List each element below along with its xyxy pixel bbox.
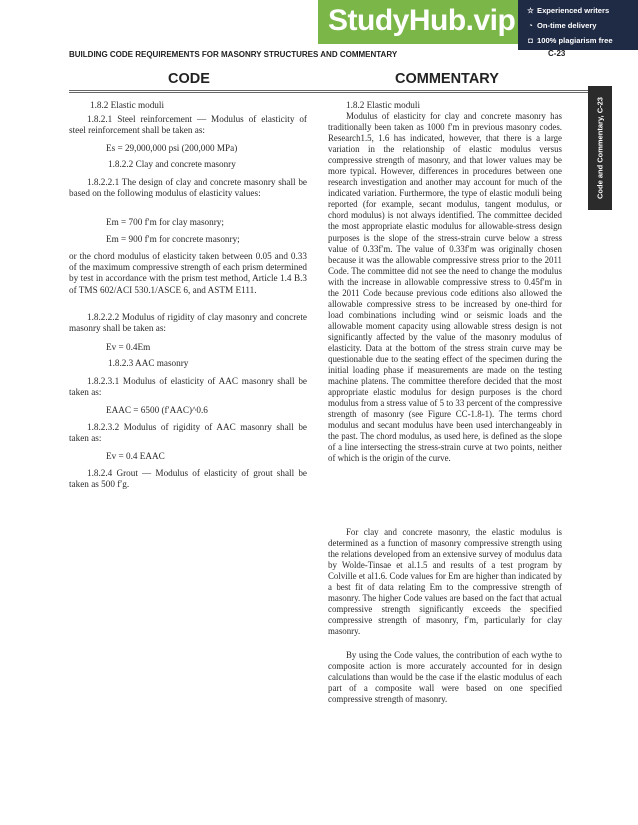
feature-label: Experienced writers xyxy=(537,6,610,15)
code-section-1-8-2: 1.8.2 Elastic moduli xyxy=(90,100,165,110)
code-section-1-8-2-1: 1.8.2.1 Steel reinforcement — Modulus of elasticity of steel reinforcement shall be taken as: xyxy=(69,114,307,136)
equation-em-clay: Em = 700 f′m for clay masonry; xyxy=(106,217,224,227)
side-tab-label: Code and Commentary, C-23 xyxy=(595,97,605,199)
feature-item xyxy=(526,6,609,15)
code-section-1-8-2-3-1: 1.8.2.3.1 Modulus of elasticity of AAC masonry shall be taken as: xyxy=(69,376,307,398)
commentary-heading: COMMENTARY xyxy=(395,71,499,87)
header-rule xyxy=(69,92,588,93)
feature-label: 100% plagiarism free xyxy=(537,36,613,45)
shield-icon: ◘ xyxy=(528,36,533,45)
star-icon: ☆ xyxy=(527,6,534,15)
code-chord-modulus: or the chord modulus of elasticity taken between 0.05 and 0.33 of the maximum compressive strength of each prism determined by test in accordance with the prism test method, Article 1.4 B.3 of TMS 602/ACI 530.1/ASCE 6, and ASTM E111. xyxy=(69,251,307,295)
code-section-1-8-2-2-2: 1.8.2.2.2 Modulus of rigidity of clay masonry and concrete masonry shall be taken as: xyxy=(69,312,307,334)
equation-eaac: EAAC = 6500 (f′AAC)^0.6 xyxy=(106,405,208,415)
code-section-1-8-2-2: 1.8.2.2 Clay and concrete masonry xyxy=(108,159,236,169)
code-section-1-8-2-4: 1.8.2.4 Grout — Modulus of elasticity of grout shall be taken as 500 f′g. xyxy=(69,468,307,490)
equation-es: Es = 29,000,000 psi (200,000 MPa) xyxy=(106,143,238,153)
feature-label: On-time delivery xyxy=(537,21,597,30)
code-heading: CODE xyxy=(168,71,210,87)
brand-logo[interactable]: StudyHub.vip xyxy=(328,4,516,37)
commentary-paragraph-2: For clay and concrete masonry, the elastic modulus is determined as a function of masonry compressive strength using the relations developed from an extensive survey of modulus data by Wolde-Tinsae et al.1.5 and results of a test program by Colville et al1.6. Code values for Em are higher than indicated by a best fit of data relating Em to the compressive strength of masonry. The higher Code values are based on the fact that actual compressive strength significantly exceeds the specified compressive strength of masonry, f′m, particularly for clay masonry. xyxy=(328,527,562,637)
commentary-paragraph-1: Modulus of elasticity for clay and concrete masonry has traditionally been taken as 1000 f′m in previous masonry codes. Research1.5, 1.6 has indicated, however, that there is a large variation in the relationship of elastic modulus versus compressive strength of masonry, and that lower values may be more typical. However, differences in procedures between one research investigation and another may account for much of the indicated variation. Furthermore, the type of elastic moduli being reported (for example, secant modulus, tangent modulus, or chord modulus) is not always identified. The committee decided the most appropriate elastic modulus for allowable-stress design purposes is the slope of the stress-strain curve below a stress value of 0.33f′m. The value of 0.33f′m was originally chosen because it was the allowable compressive stress prior to the 2011 Code. The committee did not see the need to change the modulus with the increase in allowable compressive stress to 0.45f′m in the 2011 Code because previous code editions also allowed the allowable compressive stress to be increased by one-third for load combinations including wind or seismic loads and the allowable moment capacity using allowable stress design is not significantly affected by the value of the masonry modulus of elasticity. Data at the bottom of the stress strain curve may be questionable due to the seating effect of the specimen during the initial loading phase if measurements are made on the testing machine platens. The committee therefore decided that the most appropriate elastic modulus for design purposes is the chord modulus from a stress value of 5 to 33 percent of the compressive strength of masonry (see Figure CC-1.8-1). The terms chord modulus and secant modulus have been used interchangeably in the past. The chord modulus, as used here, is defined as the slope of a line intersecting the stress-strain curve at two points, neither of which is the origin of the curve. xyxy=(328,111,562,464)
code-section-1-8-2-3-2: 1.8.2.3.2 Modulus of rigidity of AAC masonry shall be taken as: xyxy=(69,422,307,444)
feature-item xyxy=(526,21,597,30)
equation-ev-aac: Ev = 0.4 EAAC xyxy=(106,451,165,461)
page-number: C-23 xyxy=(548,49,566,58)
commentary-paragraph-3: By using the Code values, the contribution of each wythe to composite action is more accurately accounted for in design calculations than would be the case if the elastic modulus of each part of a composite wall were based on one specified compressive strength of masonry. xyxy=(328,650,562,705)
feature-item xyxy=(526,36,613,45)
header-rule xyxy=(69,90,588,91)
code-section-1-8-2-3: 1.8.2.3 AAC masonry xyxy=(108,358,189,368)
code-section-1-8-2-2-1: 1.8.2.2.1 The design of clay and concrete masonry shall be based on the following modulus of elasticity values: xyxy=(69,177,307,199)
running-title: BUILDING CODE REQUIREMENTS FOR MASONRY STRUCTURES AND COMMENTARY xyxy=(69,50,398,59)
equation-ev: Ev = 0.4Em xyxy=(106,342,151,352)
clock-icon: ◔ xyxy=(528,21,533,30)
equation-em-concrete: Em = 900 f′m for concrete masonry; xyxy=(106,234,240,244)
commentary-section-1-8-2: 1.8.2 Elastic moduli xyxy=(346,100,421,110)
side-tab xyxy=(588,86,612,210)
